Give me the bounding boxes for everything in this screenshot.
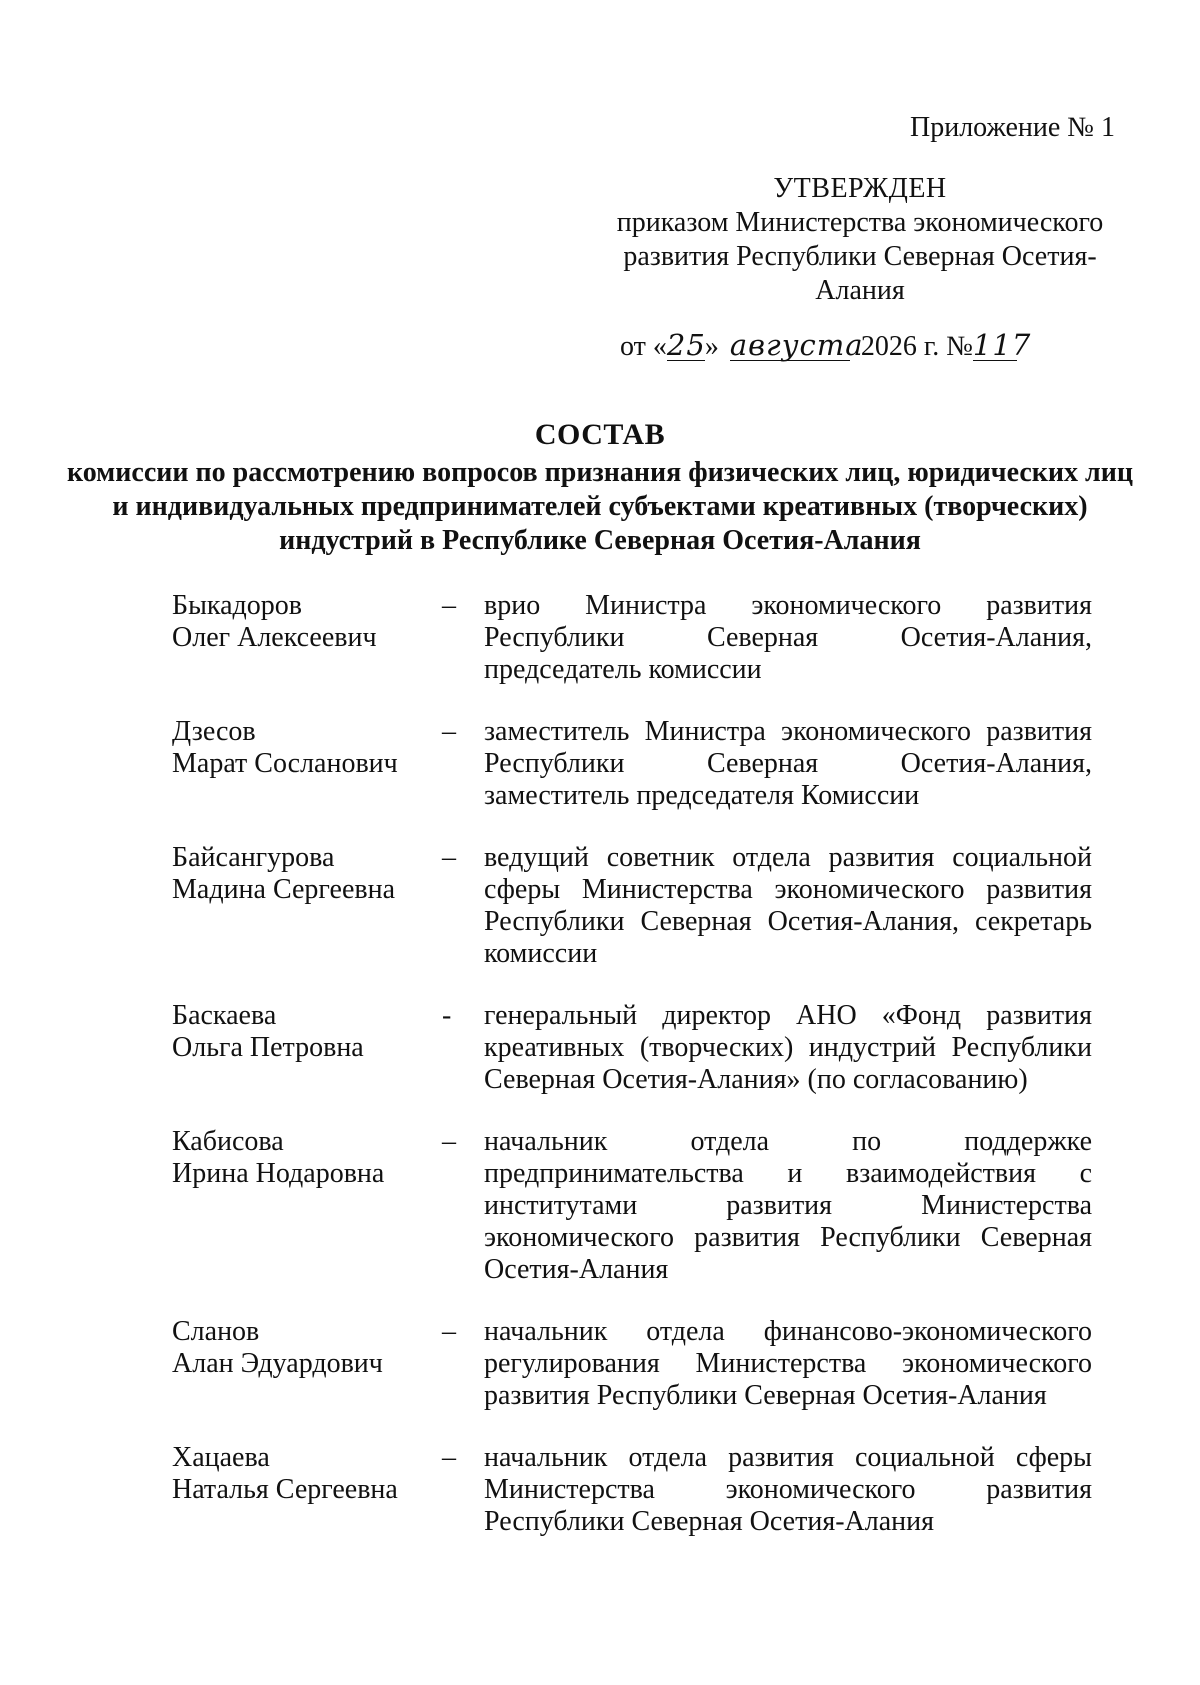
document-title: СОСТАВ — [534, 418, 666, 451]
member-given-name: Олег Алексеевич — [172, 622, 377, 653]
member-role: начальник отдела по поддержке предпринимательства и взаимодействия с институтами развития Министерства экономического развития Республики Северная Осетия-Алания — [484, 1126, 1092, 1285]
member-row — [172, 1316, 1092, 1412]
member-given-name: Марат Сосланович — [172, 748, 398, 779]
approved-by-text: приказом Министерства экономического развития Республики Северная Осетия-Алания — [616, 207, 1104, 306]
member-surname: Хацаева — [172, 1442, 270, 1473]
member-role: врио Министра экономического развития Республики Северная Осетия-Алания, председатель комиссии — [484, 590, 1092, 685]
member-surname: Сланов — [172, 1316, 260, 1347]
member-dash: – — [442, 1316, 456, 1347]
order-year: 2026 г. № — [860, 331, 973, 362]
member-row — [172, 1126, 1092, 1286]
member-dash: – — [442, 1442, 456, 1473]
member-given-name: Ирина Нодаровна — [172, 1158, 385, 1189]
order-day-handwritten: 25 — [666, 328, 706, 362]
member-role: генеральный директор АНО «Фонд развития креативных (творческих) индустрий Республики Северная Осетия-Алания» (по согласованию) — [484, 1000, 1092, 1095]
order-month-handwritten: августа — [729, 328, 864, 362]
member-given-name: Мадина Сергеевна — [172, 874, 396, 905]
member-name — [172, 1442, 442, 1538]
member-row — [172, 1000, 1092, 1096]
member-role: ведущий советник отдела развития социальной сферы Министерства экономического развития Республики Северная Осетия-Алания, секретарь комиссии — [484, 842, 1092, 969]
member-row — [172, 1442, 1092, 1538]
members-list — [172, 590, 1092, 1538]
order-date-line — [620, 330, 1060, 363]
member-dash: – — [442, 842, 456, 873]
approved-title: УТВЕРЖДЕН — [773, 173, 947, 204]
member-row — [172, 716, 1092, 812]
member-dash: – — [442, 1126, 456, 1157]
member-role: заместитель Министра экономического развития Республики Северная Осетия-Алания, заместитель председателя Комиссии — [484, 716, 1092, 811]
member-row — [172, 842, 1092, 970]
member-dash: - — [442, 1000, 452, 1031]
member-surname: Кабисова — [172, 1126, 284, 1157]
member-role: начальник отдела финансово-экономического регулирования Министерства экономического развития Республики Северная Осетия-Алания — [484, 1316, 1092, 1411]
order-mid: » — [704, 331, 719, 362]
member-surname: Дзесов — [172, 716, 256, 747]
member-given-name: Ольга Петровна — [172, 1032, 364, 1063]
order-prefix: от « — [620, 331, 667, 362]
member-surname: Баскаева — [172, 1000, 277, 1031]
member-name — [172, 1000, 442, 1096]
member-name — [172, 1316, 442, 1412]
member-role: начальник отдела развития социальной сферы Министерства экономического развития Республики Северная Осетия-Алания — [484, 1442, 1092, 1537]
member-name — [172, 842, 442, 970]
member-given-name: Алан Эдуардович — [172, 1348, 383, 1379]
member-dash: – — [442, 590, 456, 621]
member-surname: Быкадоров — [172, 590, 302, 621]
appendix-label: Приложение № 1 — [910, 112, 1115, 143]
member-name — [172, 590, 442, 686]
approval-block — [580, 172, 1140, 308]
document-subtitle: комиссии по рассмотрению вопросов признания физических лиц, юридических лиц и индивидуальных предпринимателей субъектами креативных (творческих) индустрий в Республике Северная Осетия-Алания — [66, 457, 1134, 556]
member-given-name: Наталья Сергеевна — [172, 1474, 398, 1505]
member-row — [172, 590, 1092, 686]
member-name — [172, 1126, 442, 1286]
order-number-handwritten: 117 — [972, 328, 1032, 362]
member-surname: Байсангурова — [172, 842, 335, 873]
member-name — [172, 716, 442, 812]
member-dash: – — [442, 716, 456, 747]
